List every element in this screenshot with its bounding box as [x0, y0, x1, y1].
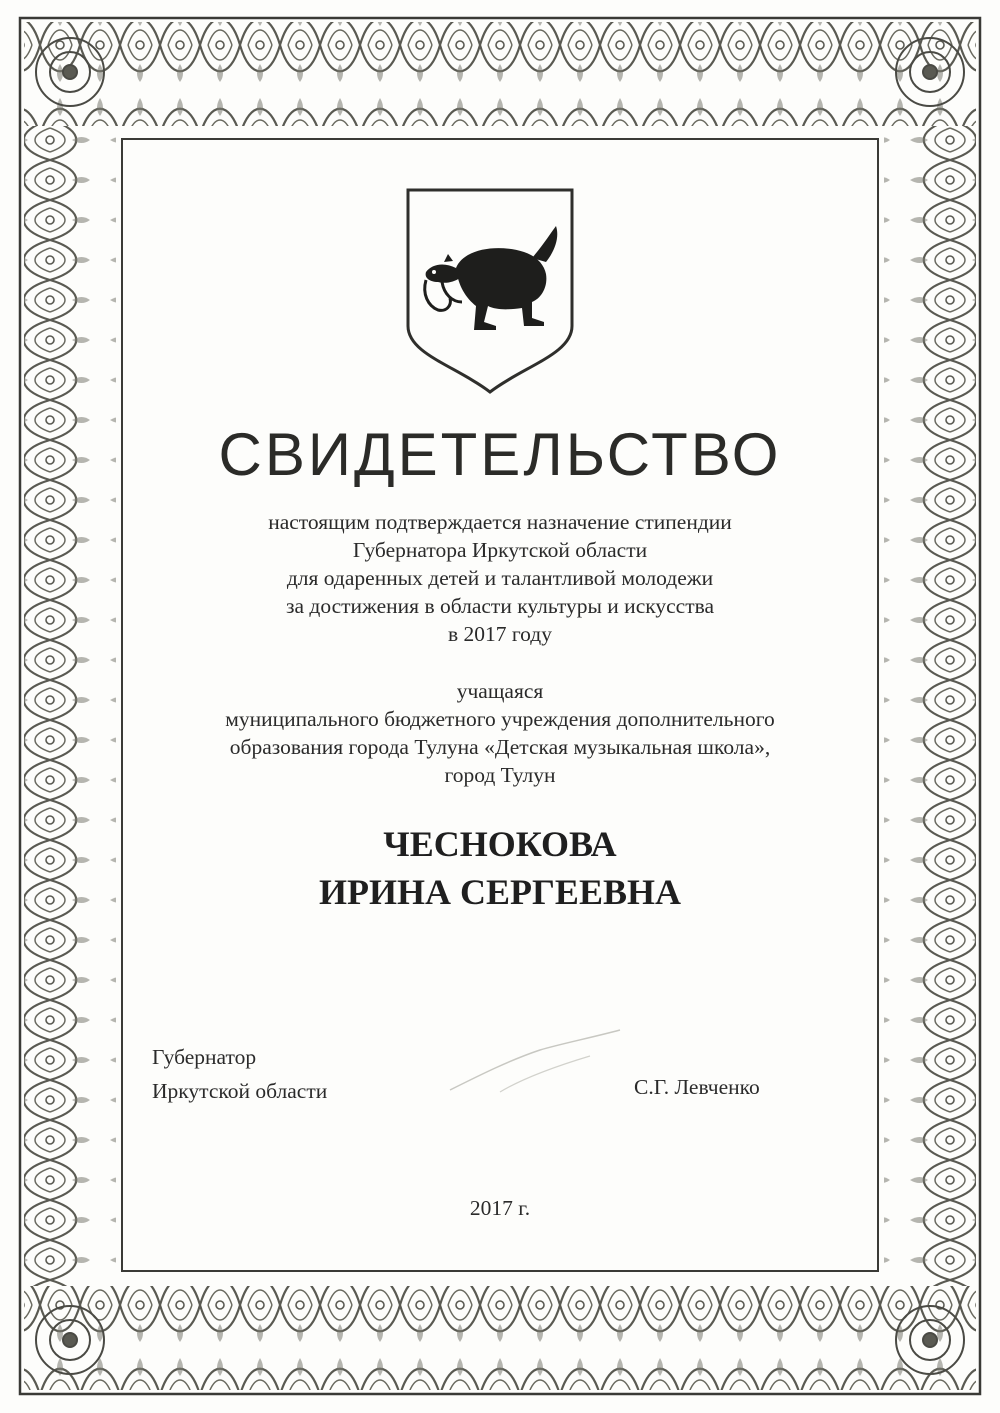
student-line: образования города Тулуна «Детская музыкальная школа», — [229, 735, 771, 759]
award-line: настоящим подтверждается назначение стипендии — [268, 510, 732, 534]
signatory-position-line: Иркутской области — [152, 1079, 328, 1103]
award-line: для одаренных детей и талантливой молодежи — [286, 566, 714, 590]
signatory-position — [152, 1040, 327, 1108]
award-line: в 2017 году — [447, 622, 552, 646]
recipient-surname: ЧЕСНОКОВА — [383, 824, 617, 864]
award-statement — [130, 508, 870, 648]
signatory-name: С.Г. Левченко — [634, 1075, 760, 1099]
recipient-given-names: ИРИНА СЕРГЕЕВНА — [319, 872, 681, 912]
handwritten-signature — [440, 1020, 630, 1110]
signatory-position-line: Губернатор — [152, 1045, 257, 1069]
irkutsk-babr-shield-icon — [404, 186, 576, 396]
student-line: город Тулун — [444, 763, 556, 787]
student-line: учащаяся — [456, 679, 544, 703]
recipient-name — [0, 820, 1000, 916]
student-line: муниципального бюджетного учреждения дополнительного — [225, 707, 775, 731]
award-line: за достижения в области культуры и искусства — [285, 594, 715, 618]
document-title: СВИДЕТЕЛЬСТВО — [218, 421, 782, 488]
document-date: 2017 г. — [469, 1196, 531, 1220]
award-line: Губернатора Иркутской области — [352, 538, 648, 562]
student-info — [130, 677, 870, 789]
